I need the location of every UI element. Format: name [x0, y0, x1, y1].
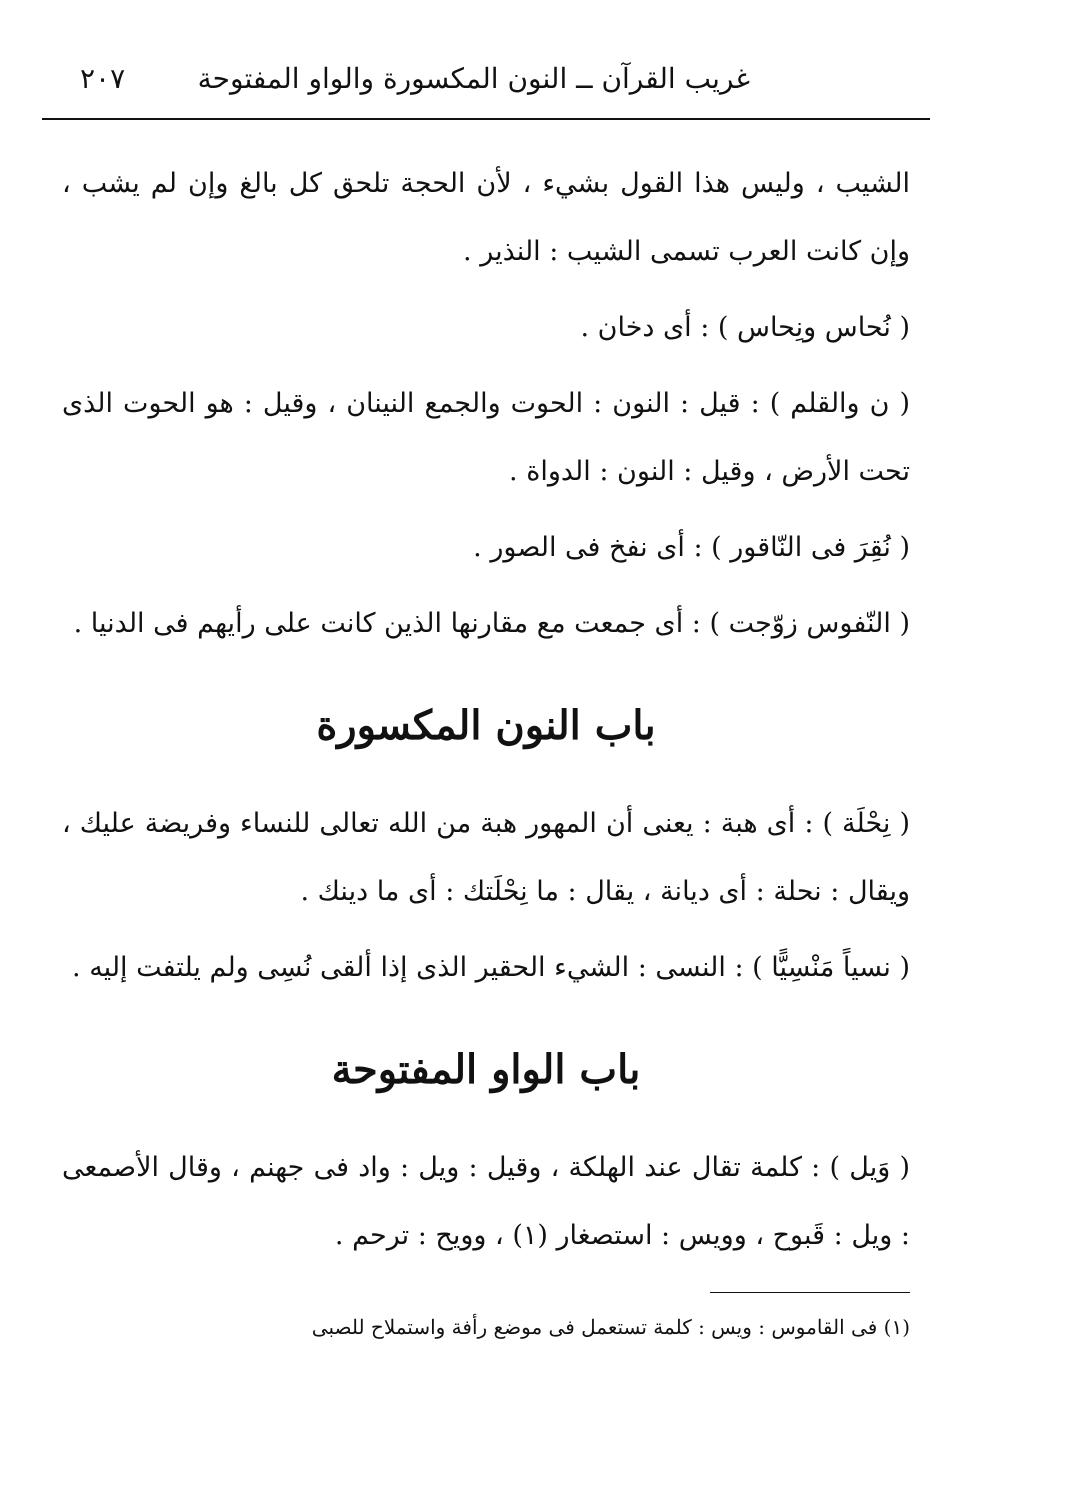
page-header: [62, 62, 910, 106]
header-rule: [42, 118, 930, 120]
section-title-waw-maftuha: باب الواو المفتوحة: [331, 1046, 641, 1093]
paragraph-wayl: ( وَيل ) : كلمة تقال عند الهلكة ، وقيل : ويل : واد فى جهنم ، وقال الأصمعى : ويل : قَبوح ، وويس : استصغار (١) ، وويح : ترحم .: [62, 1152, 910, 1251]
running-title: غريب القرآن ــ النون المكسورة والواو المفتوحة: [197, 62, 750, 95]
paragraph-nuhas: ( نُحاس ونِحاس ) : أى دخان .: [580, 312, 910, 343]
paragraph-nihla: ( نِحْلَة ) : أى هبة : يعنى أن المهور هبة من الله تعالى للنساء وفريضة عليك ، ويقال : نحلة : أى ديانة ، يقال : ما نِحْلَتك : أى ما دينك .: [62, 808, 910, 907]
paragraph-nasyan: ( نسياً مَنْسِيًّا ) : النسى : الشيء الحقير الذى إذا ألقى نُسِى ولم يلتفت إليه .: [72, 952, 910, 983]
paragraph-nun-qalam: ( ن والقلم ) : قيل : النون : الحوت والجمع النينان ، وقيل : هو الحوت الذى تحت الأرض ، وقيل : النون : الدواة .: [62, 388, 910, 487]
paragraph-naqur: ( نُقِرَ فى النّاقور ) : أى نفخ فى الصور .: [473, 532, 910, 563]
page: [62, 50, 910, 1470]
footnote: (١) فى القاموس : ويس : كلمة تستعمل فى موضع رأفة واستملاح للصبى: [311, 1315, 910, 1339]
footnote-rule: [710, 1292, 910, 1293]
paragraph-shaib: الشيب ، وليس هذا القول بشيء ، لأن الحجة تلحق كل بالغ وإن لم يشب ، وإن كانت العرب تسمى الشيب : النذير .: [62, 168, 910, 267]
paragraph-nufus: ( النّفوس زوّجت ) : أى جمعت مع مقارنها الذين كانت على رأيهم فى الدنيا .: [73, 608, 910, 639]
page-number: ٢٠٧: [80, 62, 126, 95]
page-body: [62, 150, 910, 1345]
section-title-nun-maksura: باب النون المكسورة: [316, 702, 656, 749]
